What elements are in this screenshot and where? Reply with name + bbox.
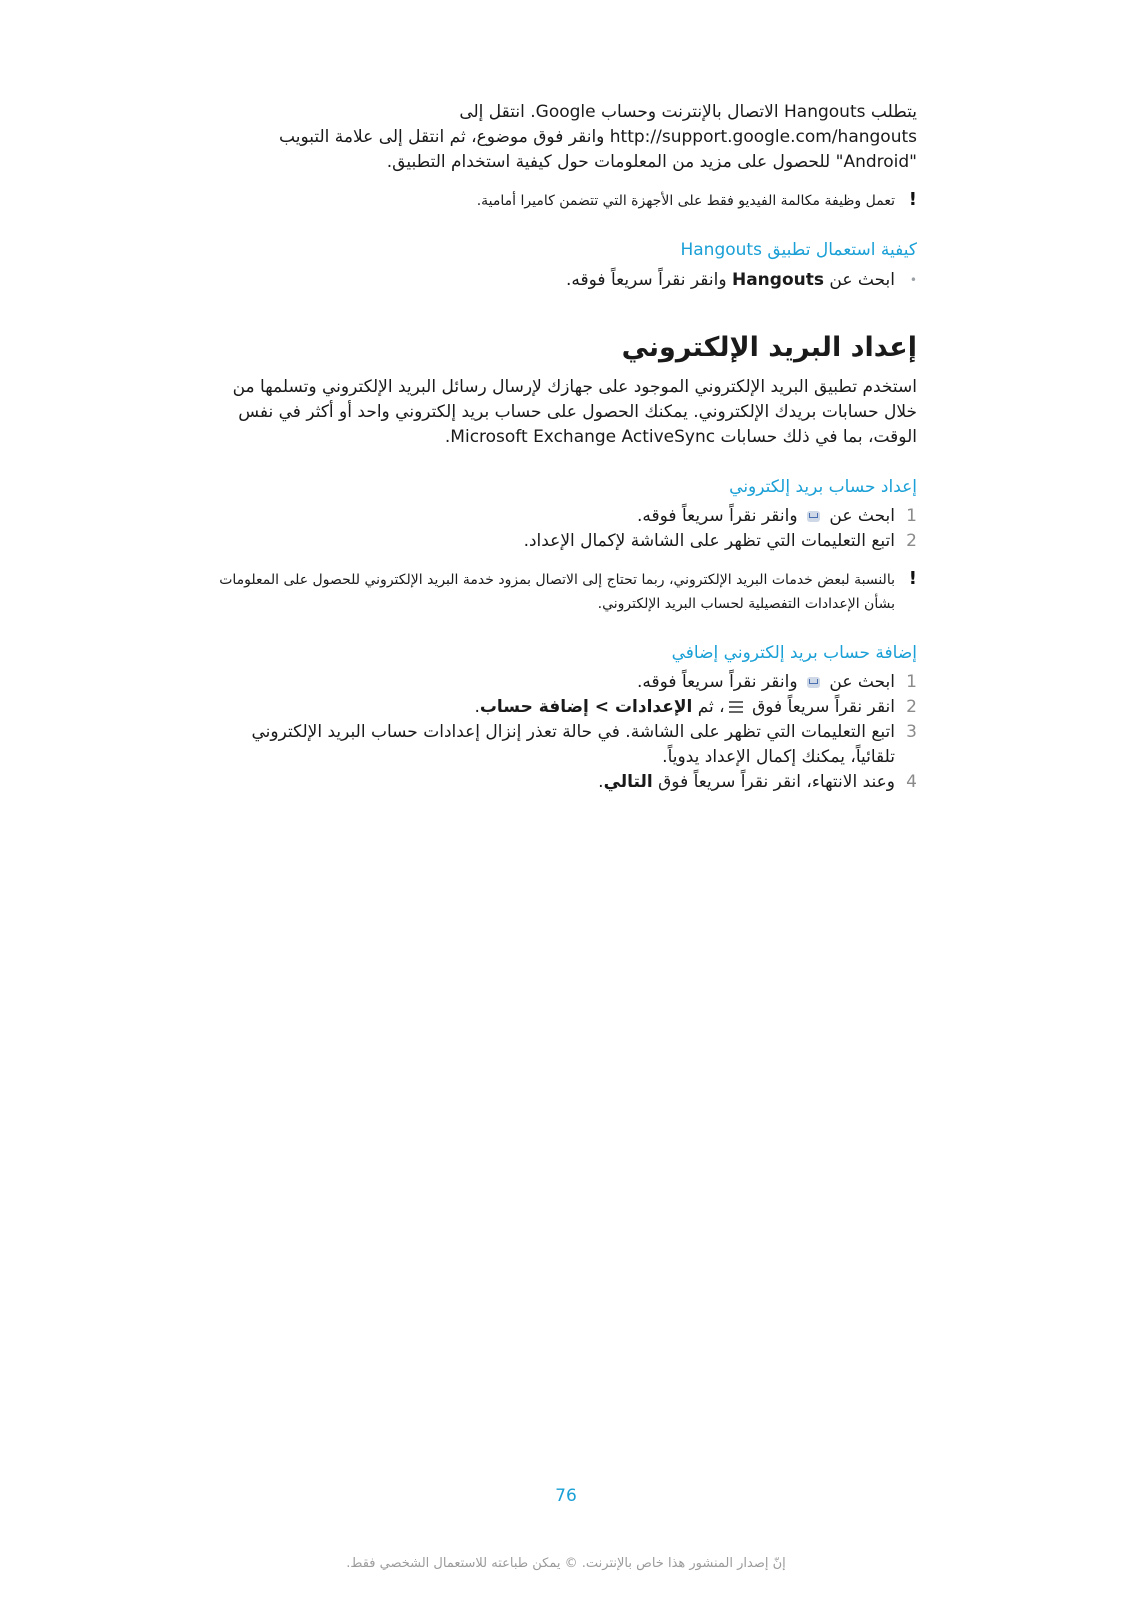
step-text: اتبع التعليمات التي تظهر على الشاشة لإكمال الإعداد.: [523, 531, 895, 551]
email-app-icon: [807, 511, 820, 522]
list-item: [217, 267, 917, 293]
step-item: [217, 695, 917, 720]
step-item: [217, 529, 917, 554]
page-number: 76: [555, 1486, 577, 1506]
footer-notice: إنّ إصدار المنشور هذا خاص بالإنترنت. © يمكن طباعته للاستعمال الشخصي فقط.: [346, 1556, 786, 1571]
step-item: [217, 504, 917, 529]
step-item: [217, 770, 917, 795]
hangouts-usage-heading: كيفية استعمال تطبيق Hangouts: [680, 240, 917, 260]
hangouts-intro-paragraph: يتطلب Hangouts الاتصال بالإنترنت وحساب Google. انتقل إلى http://support.google.com/hangouts وانقر فوق موضوع، ثم انتقل إلى علامة التبويب "Android" للحصول على مزيد من المعلومات حول كيفية استخدام التطبيق.: [279, 102, 917, 172]
add-steps: [217, 670, 917, 795]
step-text: وعند الانتهاء، انقر نقراً سريعاً فوق التالي.: [598, 772, 895, 792]
step-item: [217, 720, 917, 770]
exclamation-icon: !: [908, 568, 917, 589]
section-title: إعداد البريد الإلكتروني: [621, 332, 917, 363]
step-number: 2: [906, 697, 917, 717]
list-item-text: ابحث عن Hangouts وانقر نقراً سريعاً فوقه.: [565, 270, 895, 290]
step-number: 2: [906, 531, 917, 551]
email-provider-note: [217, 568, 917, 616]
add-email-heading: إضافة حساب بريد إلكتروني إضافي: [671, 643, 917, 663]
step-number: 3: [906, 722, 917, 742]
video-call-note: [217, 189, 917, 213]
step-text: ابحث عن وانقر نقراً سريعاً فوقه.: [636, 672, 895, 692]
next-label: التالي: [603, 772, 653, 792]
step-number: 1: [906, 672, 917, 692]
page-content: [217, 100, 917, 795]
setup-steps: [217, 504, 917, 554]
setup-email-heading: إعداد حساب بريد إلكتروني: [729, 477, 917, 497]
settings-path: الإعدادات > إضافة حساب: [479, 697, 693, 717]
menu-icon: [729, 701, 743, 713]
email-app-icon: [807, 677, 820, 688]
hangouts-app-name: Hangouts: [731, 270, 824, 290]
note-text: تعمل وظيفة مكالمة الفيديو فقط على الأجهزة التي تتضمن كاميرا أمامية.: [476, 193, 895, 209]
note-text: بالنسبة لبعض خدمات البريد الإلكتروني، ربما تحتاج إلى الاتصال بمزود خدمة البريد الإلكتروني للحصول على المعلومات بشأن الإعدادات التفصيلية لحساب البريد الإلكتروني.: [219, 572, 895, 612]
step-number: 4: [906, 772, 917, 792]
step-text: اتبع التعليمات التي تظهر على الشاشة. في حالة تعذر إنزال إعدادات حساب البريد الإلكتروني تلقائياً، يمكنك إكمال الإعداد يدوياً.: [251, 722, 895, 767]
email-intro-paragraph: استخدم تطبيق البريد الإلكتروني الموجود على جهازك لإرسال رسائل البريد الإلكتروني وتسلمها من خلال حسابات بريدك الإلكتروني. يمكنك الحصول على حساب بريد إلكتروني واحد أو أكثر في نفس الوقت، بما في ذلك حسابات Microsoft Exchange ActiveSync.: [232, 377, 917, 447]
step-text: ابحث عن وانقر نقراً سريعاً فوقه.: [636, 506, 895, 526]
step-text: انقر نقراً سريعاً فوق ، ثم الإعدادات > إضافة حساب.: [474, 697, 895, 717]
exclamation-icon: !: [908, 189, 917, 210]
step-number: 1: [906, 506, 917, 526]
step-item: [217, 670, 917, 695]
bullet-dot-icon: •: [909, 273, 917, 287]
